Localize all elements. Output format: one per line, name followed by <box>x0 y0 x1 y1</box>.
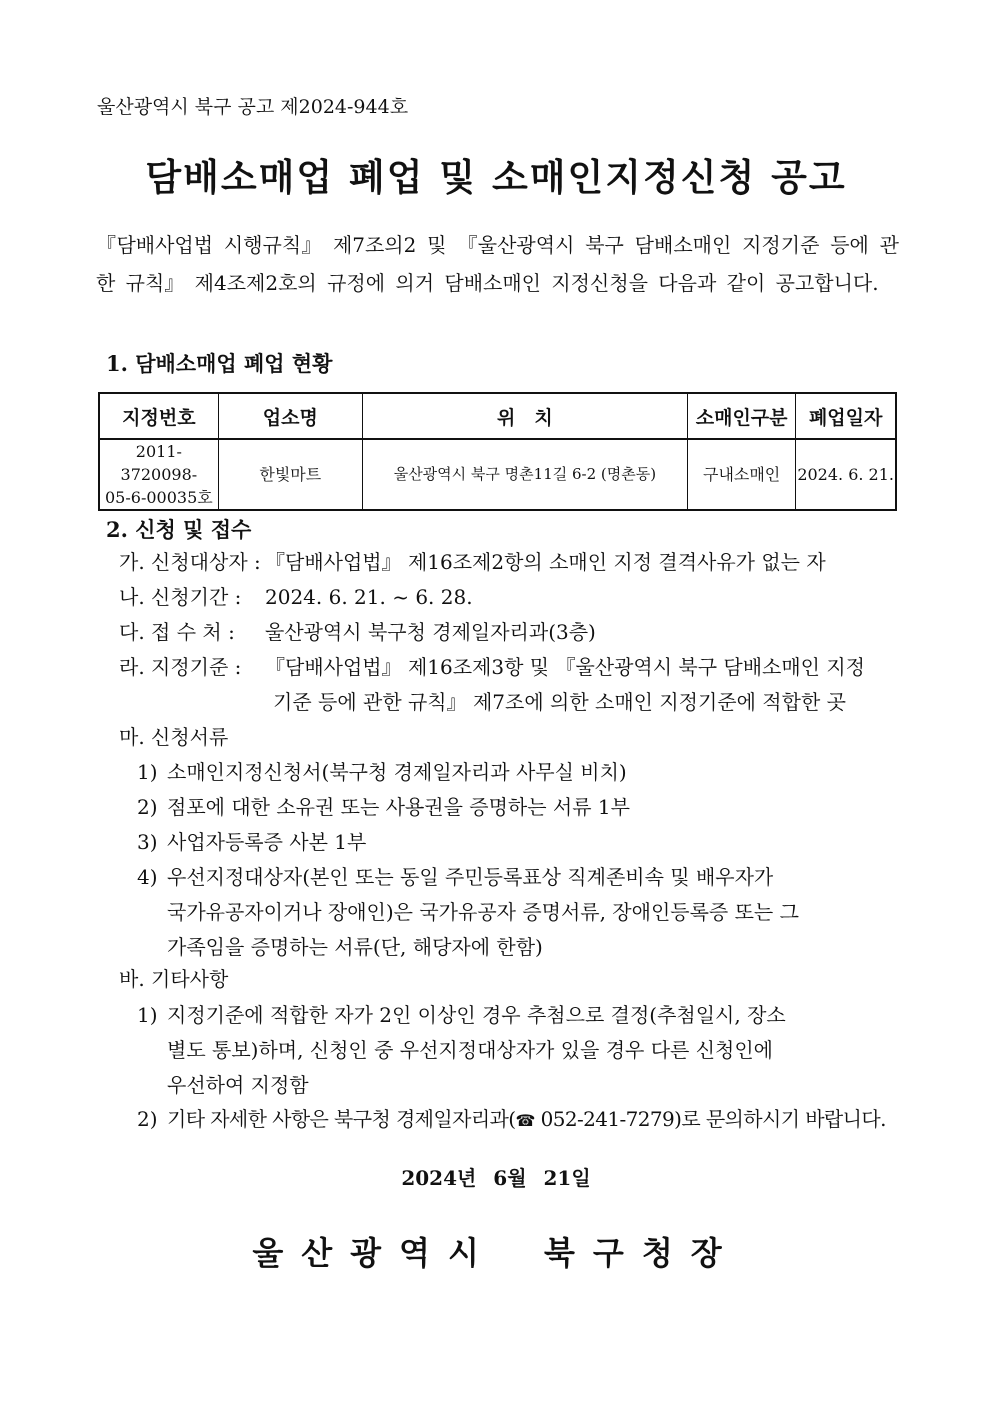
document-item-continued: 가족임을 증명하는 서류(단, 해당자에 한함) <box>167 935 543 959</box>
contact-text-before: 기타 자세한 사항은 북구청 경제일자리과( <box>167 1107 516 1131</box>
document-item: 소매인지정신청서(북구청 경제일자리과 사무실 비치) <box>167 760 627 784</box>
documents-label: 마. 신청서류 <box>119 725 229 749</box>
period-value: 2024. 6. 21. ~ 6. 28. <box>265 585 473 609</box>
phone-icon: ☎ <box>515 1111 535 1130</box>
contact-text-after: )로 문의하시기 바랍니다. <box>674 1107 886 1131</box>
criteria-value-line2: 기준 등에 관한 규칙』 제7조에 의한 소매인 지정기준에 적합한 곳 <box>273 690 846 714</box>
office-label: 다. 접 수 처 : <box>119 620 235 644</box>
issuer-signature: 울산광역시 북구청장 <box>252 1234 740 1272</box>
table-row <box>99 439 896 510</box>
document-item: 사업자등록증 사본 1부 <box>167 830 367 854</box>
document-item-number: 2) <box>137 795 158 819</box>
applicant-label: 가. 신청대상자 : <box>119 550 261 574</box>
note-item-number: 1) <box>137 1003 158 1027</box>
note-item-number: 2) <box>137 1107 158 1131</box>
closure-status-table <box>98 392 897 511</box>
period-label: 나. 신청기간 : <box>119 585 242 609</box>
applicant-value: 『담배사업법』 제16조제2항의 소매인 지정 결격사유가 없는 자 <box>265 550 826 574</box>
header-closure-date: 폐업일자 <box>796 393 896 439</box>
page-title: 담배소매업 폐업 및 소매인지정신청 공고 <box>145 155 847 199</box>
section-1-heading: 1. 담배소매업 폐업 현황 <box>106 351 333 376</box>
designation-number-line2: 05-6-00035호 <box>105 488 213 507</box>
header-retailer-type: 소매인구분 <box>687 393 795 439</box>
header-business-name: 업소명 <box>218 393 362 439</box>
criteria-value-line1: 『담배사업법』 제16조제3항 및 『울산광역시 북구 담배소매인 지정 <box>265 655 865 679</box>
cell-closure-date: 2024. 6. 21. <box>796 439 896 510</box>
intro-paragraph: 『담배사업법 시행규칙』 제7조의2 및 『울산광역시 북구 담배소매인 지정기준 등에 관한 규칙』 제4조제2호의 규정에 의거 담배소매인 지정신청을 다음과 같이 공고합니다. <box>96 233 899 295</box>
header-location: 위 치 <box>362 393 687 439</box>
notice-number: 울산광역시 북구 공고 제2024-944호 <box>97 96 409 118</box>
table-header-row <box>99 393 896 439</box>
contact-phone: 052-241-7279 <box>540 1107 675 1131</box>
section-2-heading: 2. 신청 및 접수 <box>106 517 252 542</box>
document-item-number: 3) <box>137 830 158 854</box>
cell-location: 울산광역시 북구 명촌11길 6-2 (명촌동) <box>362 439 687 510</box>
document-item-number: 1) <box>137 760 158 784</box>
notice-date: 2024년 6월 21일 <box>401 1166 591 1190</box>
document-item-number: 4) <box>137 865 158 889</box>
note-item-contact <box>167 1102 886 1138</box>
cell-retailer-type: 구내소매인 <box>687 439 795 510</box>
note-item-continued: 우선하여 지정함 <box>167 1073 309 1097</box>
header-designation-number: 지정번호 <box>99 393 218 439</box>
cell-designation-number <box>99 439 218 510</box>
document-item-continued: 국가유공자이거나 장애인)은 국가유공자 증명서류, 장애인등록증 또는 그 <box>167 900 799 924</box>
other-matters-label: 바. 기타사항 <box>119 967 229 991</box>
office-value: 울산광역시 북구청 경제일자리과(3층) <box>265 620 596 644</box>
document-item: 점포에 대한 소유권 또는 사용권을 증명하는 서류 1부 <box>167 795 630 819</box>
criteria-label: 라. 지정기준 : <box>119 655 242 679</box>
note-item-continued: 별도 통보)하며, 신청인 중 우선지정대상자가 있을 경우 다른 신청인에 <box>167 1038 773 1062</box>
note-item: 지정기준에 적합한 자가 2인 이상인 경우 추첨으로 결정(추첨일시, 장소 <box>167 1003 786 1027</box>
document-item: 우선지정대상자(본인 또는 동일 주민등록표상 직계존비속 및 배우자가 <box>167 865 774 889</box>
designation-number-line1: 2011-3720098- <box>120 442 198 484</box>
cell-business-name: 한빛마트 <box>218 439 362 510</box>
